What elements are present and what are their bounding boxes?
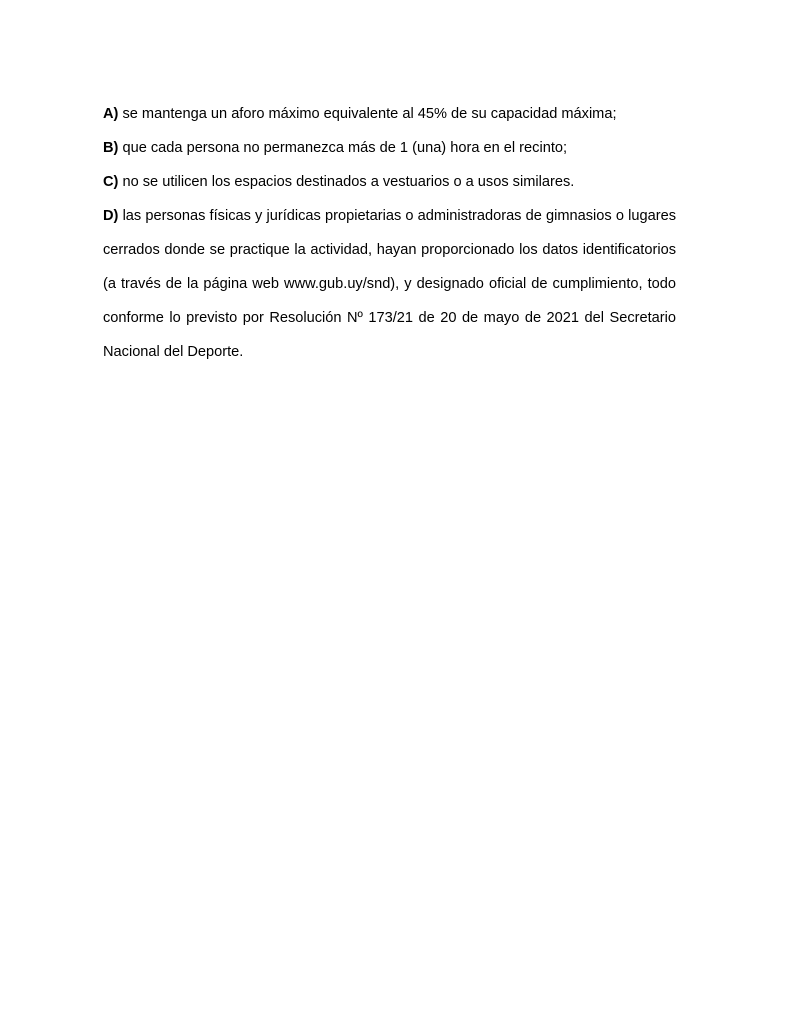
clause-d-letter: D) [103, 208, 119, 224]
clause-a-text: se mantenga un aforo máximo equivalente al 45% de su capacidad máxima; [122, 106, 617, 122]
clause-a [103, 97, 676, 131]
clause-b [103, 131, 676, 165]
clause-b-text: que cada persona no permanezca más de 1 (una) hora en el recinto; [122, 140, 568, 156]
document-body [103, 97, 676, 369]
clause-d-text: las personas físicas y jurídicas propietarias o administradoras de gimnasios o lugares cerrados donde se practique la actividad, hayan proporcionado los datos identificatorios (a través de la página web www.gub.uy/snd), y designado oficial de cumplimiento, todo conforme lo previsto por Resolución Nº 173/21 de 20 de mayo de 2021 del Secretario Nacional del Deporte. [103, 208, 676, 360]
clause-c [103, 165, 676, 199]
clause-d [103, 199, 676, 369]
clause-a-letter: A) [103, 106, 119, 122]
clause-b-letter: B) [103, 140, 119, 156]
clause-c-text: no se utilicen los espacios destinados a vestuarios o a usos similares. [122, 174, 575, 190]
clause-c-letter: C) [103, 174, 119, 190]
